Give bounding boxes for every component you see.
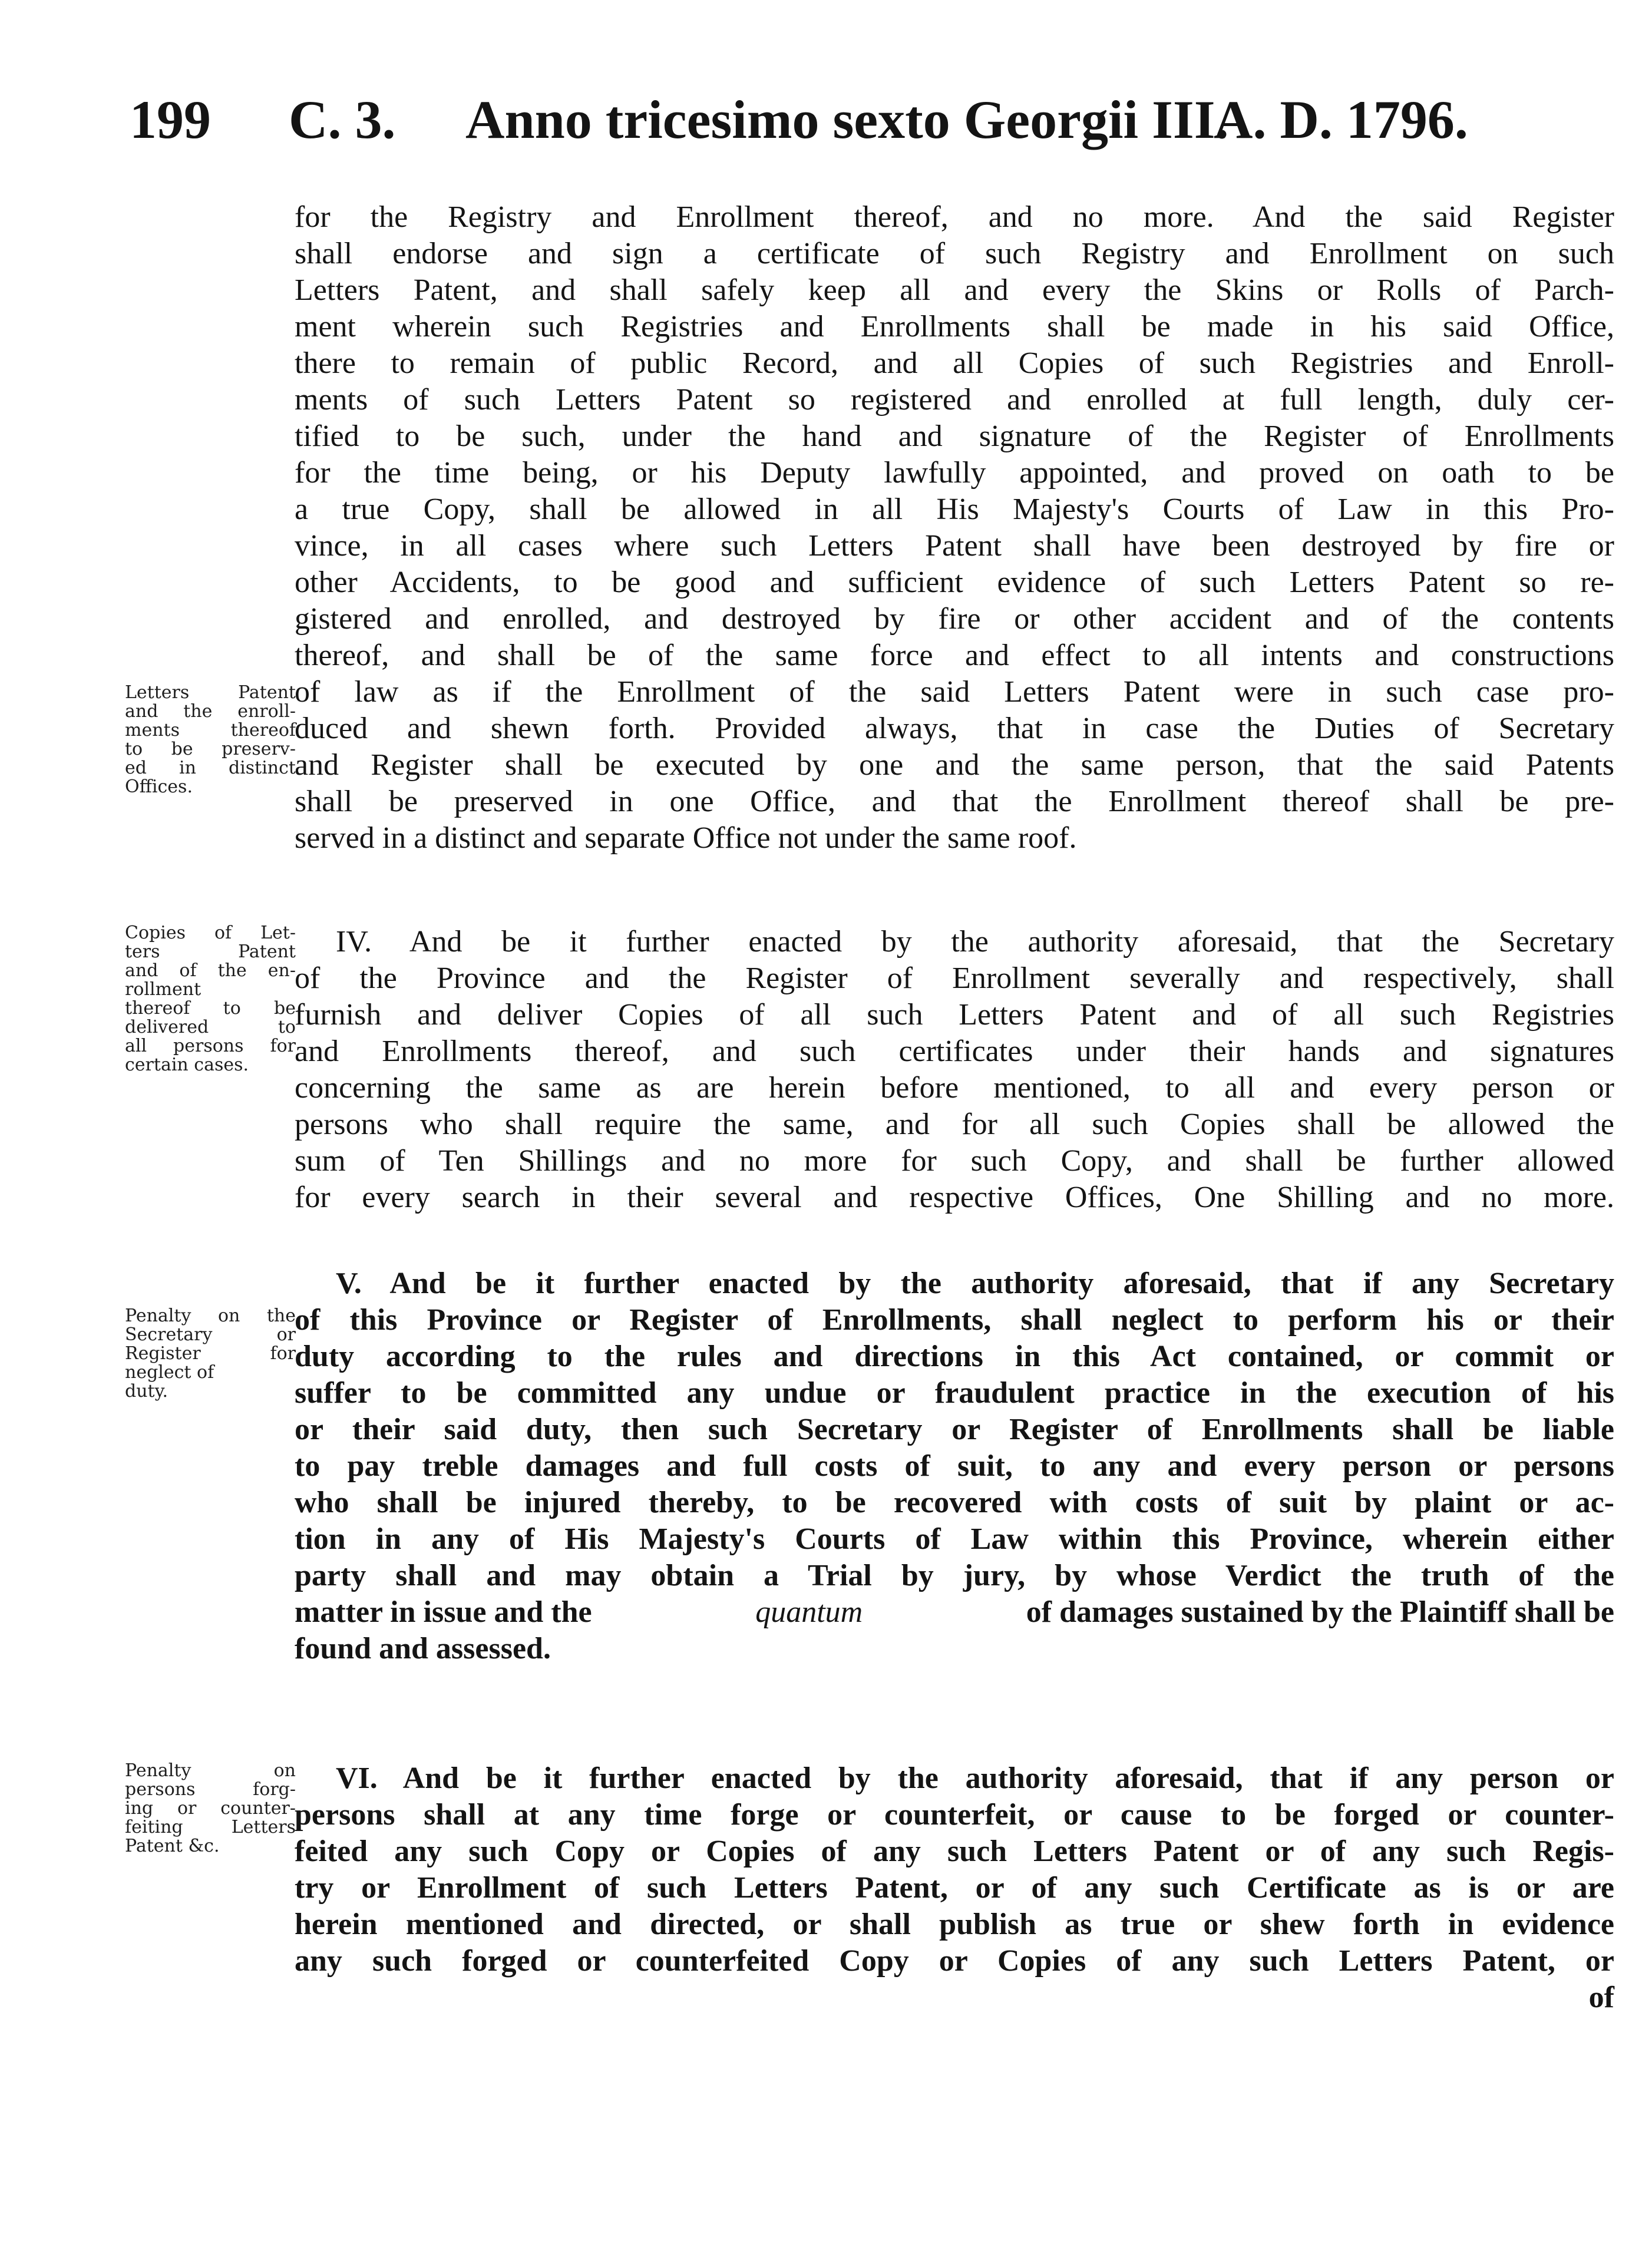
margin-note-line: Penalty on the bbox=[125, 1305, 296, 1326]
margin-note-line: and of the en- bbox=[125, 960, 296, 981]
margin-note-copies-delivered bbox=[125, 924, 296, 1075]
running-title: Anno tricesimo sexto Georgii III. bbox=[465, 90, 1229, 150]
text-line bbox=[295, 1594, 1614, 1631]
text-line: Letters Patent, and shall safely keep all and every the Skins or Rolls of Parch- bbox=[295, 273, 1614, 307]
margin-note-line: ing or counter- bbox=[125, 1798, 296, 1819]
text-line: gistered and enrolled, and destroyed by fire or other accident and of the contents bbox=[295, 602, 1614, 636]
text-line: thereof, and shall be of the same force and effect to all intents and constructions bbox=[295, 639, 1614, 672]
margin-note-line: duty. bbox=[125, 1381, 168, 1402]
text-line: persons who shall require the same, and for all such Copies shall be allowed the bbox=[295, 1108, 1614, 1141]
margin-note-line: to be preserv- bbox=[125, 739, 296, 759]
margin-note-line: Letters Patent bbox=[125, 682, 296, 703]
text-line: VI. And be it further enacted by the authority aforesaid, that if any person or bbox=[336, 1761, 1614, 1795]
text-line: suffer to be committed any undue or fraudulent practice in the execution of his bbox=[295, 1376, 1614, 1410]
margin-note-line: Register for bbox=[125, 1343, 296, 1364]
text-line: any such forged or counterfeited Copy or Copies of any such Letters Patent, or bbox=[295, 1944, 1614, 1978]
text-line: persons shall at any time forge or counterfeit, or cause to be forged or counter- bbox=[295, 1798, 1614, 1832]
text-line: duced and shewn forth. Provided always, that in case the Duties of Secretary bbox=[295, 712, 1614, 745]
page-number: 199 bbox=[130, 90, 211, 150]
margin-note-line: Patent &c. bbox=[125, 1836, 220, 1856]
margin-note-line: ed in distinct bbox=[125, 758, 296, 778]
running-header bbox=[130, 81, 1614, 158]
text-line: shall endorse and sign a certificate of such Registry and Enrollment on such bbox=[295, 237, 1614, 270]
margin-note-line: ments thereof bbox=[125, 720, 296, 741]
text-line: sum of Ten Shillings and no more for such Copy, and shall be further allowed bbox=[295, 1144, 1614, 1178]
year-label: A. D. 1796. bbox=[1214, 90, 1468, 150]
margin-note-line: Copies of Let- bbox=[125, 923, 296, 943]
text-line: ments of such Letters Patent so registered and enrolled at full length, duly cer- bbox=[295, 383, 1614, 417]
text-fragment: of damages sustained by the Plaintiff shall be bbox=[1026, 1595, 1614, 1629]
text-line: and Register shall be executed by one and the same person, that the said Patents bbox=[295, 748, 1614, 782]
text-line: duty according to the rules and directions in this Act contained, or commit or bbox=[295, 1340, 1614, 1373]
text-line: concerning the same as are herein before mentioned, to all and every person or bbox=[295, 1071, 1614, 1105]
chapter-number: C. 3. bbox=[289, 90, 396, 150]
text-line: found and assessed. bbox=[295, 1632, 551, 1665]
text-line: IV. And be it further enacted by the authority aforesaid, that the Secretary bbox=[336, 925, 1614, 959]
text-line: vince, in all cases where such Letters Patent shall have been destroyed by fire or bbox=[295, 529, 1614, 563]
margin-note-line: Offices. bbox=[125, 776, 193, 797]
text-line: for the time being, or his Deputy lawfully appointed, and proved on oath to be bbox=[295, 456, 1614, 490]
text-line: for the Registry and Enrollment thereof, and no more. And the said Register bbox=[295, 200, 1614, 234]
text-line: tified to be such, under the hand and signature of the Register of Enrollments bbox=[295, 419, 1614, 453]
margin-note-line: all persons for bbox=[125, 1036, 296, 1056]
text-fragment: matter in issue and the bbox=[295, 1595, 592, 1629]
text-line: of the Province and the Register of Enrollment severally and respectively, shall bbox=[295, 961, 1614, 995]
margin-note-line: and the enroll- bbox=[125, 701, 296, 722]
margin-note-line: certain cases. bbox=[125, 1055, 249, 1075]
text-line: served in a distinct and separate Office not under the same roof. bbox=[295, 821, 1077, 855]
text-line: of this Province or Register of Enrollments, shall neglect to perform his or their bbox=[295, 1303, 1614, 1337]
catchword: of bbox=[1588, 1981, 1614, 2014]
text-line: herein mentioned and directed, or shall publish as true or shew forth in evidence bbox=[295, 1908, 1614, 1941]
text-line: furnish and deliver Copies of all such Letters Patent and of all such Registries bbox=[295, 998, 1614, 1032]
text-line: try or Enrollment of such Letters Patent, or of any such Certificate as is or are bbox=[295, 1871, 1614, 1905]
margin-note-line: feiting Letters bbox=[125, 1817, 296, 1837]
text-line: shall be preserved in one Office, and that the Enrollment thereof shall be pre- bbox=[295, 785, 1614, 818]
text-line: party shall and may obtain a Trial by jury, by whose Verdict the truth of the bbox=[295, 1559, 1614, 1592]
margin-note-line: ters Patent bbox=[125, 941, 296, 962]
text-line: feited any such Copy or Copies of any such Letters Patent or of any such Regis- bbox=[295, 1835, 1614, 1868]
text-line: or their said duty, then such Secretary or Register of Enrollments shall be liable bbox=[295, 1413, 1614, 1446]
margin-note-line: thereof to be bbox=[125, 998, 296, 1019]
text-line: a true Copy, shall be allowed in all His Majesty's Courts of Law in this Pro- bbox=[295, 493, 1614, 526]
margin-note-line: neglect of bbox=[125, 1362, 214, 1383]
text-line: tion in any of His Majesty's Courts of Law within this Province, wherein either bbox=[295, 1522, 1614, 1556]
text-line: there to remain of public Record, and all Copies of such Registries and Enroll- bbox=[295, 346, 1614, 380]
text-line: for every search in their several and respective Offices, One Shilling and no more. bbox=[295, 1181, 1614, 1214]
margin-note-penalty-forging bbox=[125, 1761, 296, 1856]
text-line: of law as if the Enrollment of the said Letters Patent were in such case pro- bbox=[295, 675, 1614, 709]
margin-note-penalty-secretary bbox=[125, 1307, 296, 1401]
margin-note-line: delivered to bbox=[125, 1017, 296, 1037]
margin-note-line: rollment bbox=[125, 979, 201, 1000]
text-line: to pay treble damages and full costs of suit, to any and every person or persons bbox=[295, 1449, 1614, 1483]
text-line: and Enrollments thereof, and such certificates under their hands and signatures bbox=[295, 1035, 1614, 1068]
margin-note-line: persons forg- bbox=[125, 1779, 296, 1800]
text-line: who shall be injured thereby, to be recovered with costs of suit by plaint or ac- bbox=[295, 1486, 1614, 1519]
margin-note-line: Secretary or bbox=[125, 1324, 296, 1345]
text-line: V. And be it further enacted by the authority aforesaid, that if any Secretary bbox=[336, 1267, 1614, 1300]
italic-term: quantum bbox=[755, 1595, 863, 1629]
text-line: other Accidents, to be good and sufficient evidence of such Letters Patent so re- bbox=[295, 566, 1614, 599]
margin-note-line: Penalty on bbox=[125, 1760, 296, 1781]
text-line: ment wherein such Registries and Enrollments shall be made in his said Office, bbox=[295, 310, 1614, 343]
margin-note-letters-patent-preserved bbox=[125, 683, 296, 796]
